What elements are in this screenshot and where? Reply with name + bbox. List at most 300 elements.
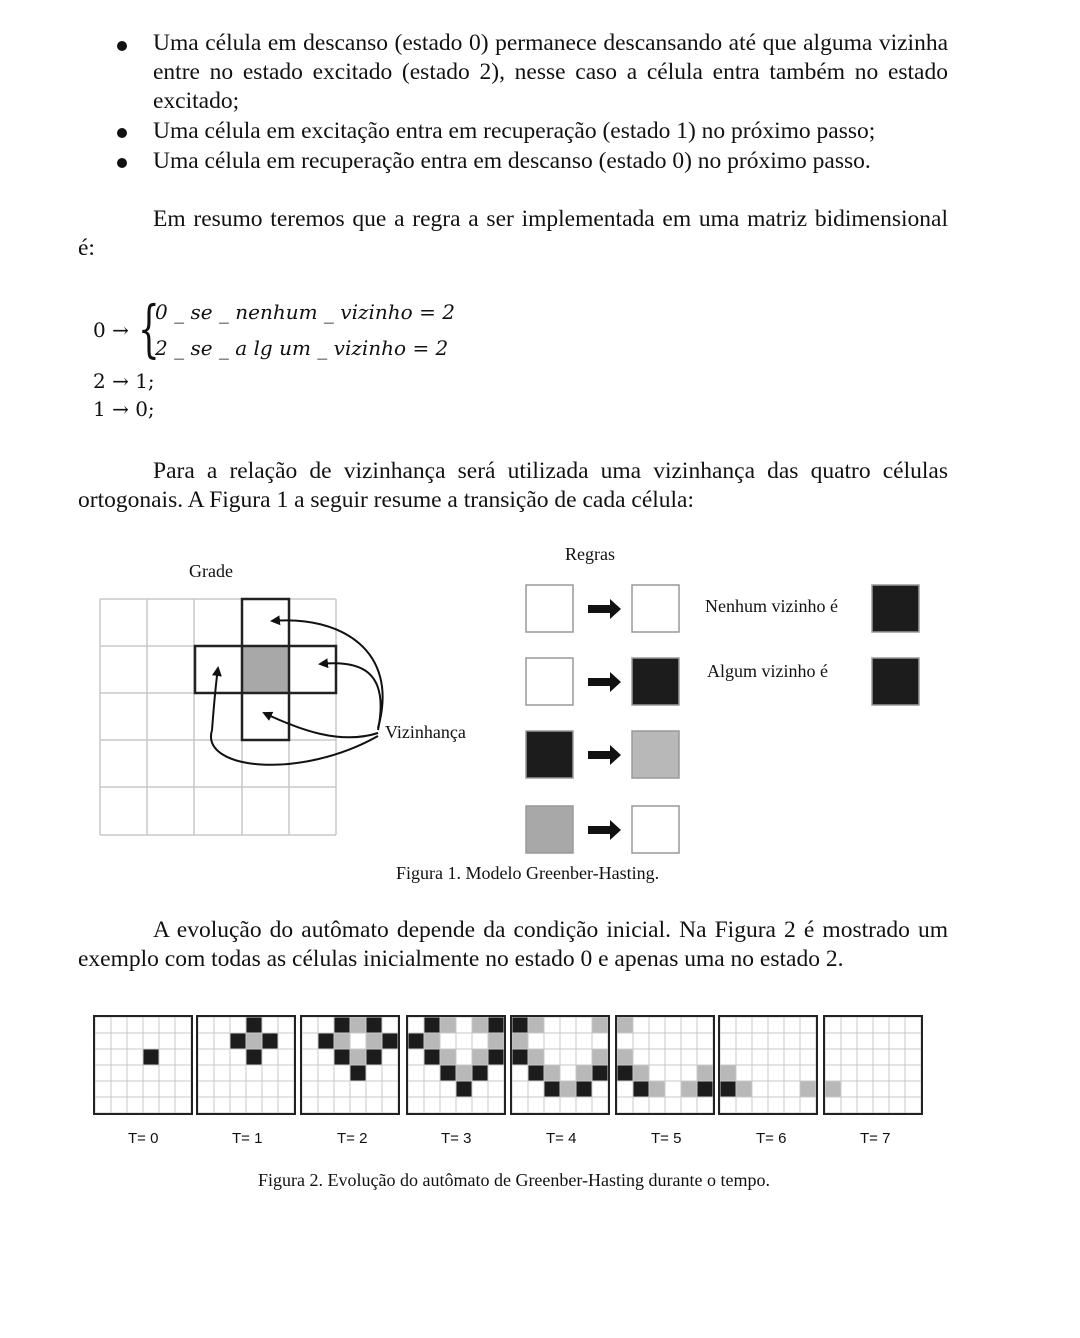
automaton-cell (665, 1049, 681, 1065)
automaton-cell (214, 1081, 230, 1097)
automaton-cell (472, 1097, 488, 1113)
automaton-cell (857, 1097, 873, 1113)
automaton-cell (576, 1097, 592, 1113)
automaton-cell (198, 1033, 214, 1049)
automaton-cell (681, 1049, 697, 1065)
automaton-cell (488, 1033, 504, 1049)
automaton-cell (681, 1081, 697, 1097)
automaton-cell (143, 1065, 159, 1081)
automaton-cell (592, 1049, 608, 1065)
automaton-cell (800, 1033, 816, 1049)
automaton-cell (382, 1033, 398, 1049)
automaton-cell (697, 1049, 713, 1065)
automaton-cell (424, 1081, 440, 1097)
automaton-frame (719, 1016, 817, 1114)
automaton-cell (95, 1049, 111, 1065)
automaton-cell (198, 1097, 214, 1113)
automaton-cell (592, 1081, 608, 1097)
automaton-cell (633, 1033, 649, 1049)
automaton-frame (511, 1016, 609, 1114)
automaton-cell (544, 1097, 560, 1113)
automaton-cell (544, 1065, 560, 1081)
automaton-cell (159, 1017, 175, 1033)
automaton-cell (576, 1065, 592, 1081)
automaton-cell (889, 1033, 905, 1049)
automaton-cell (408, 1097, 424, 1113)
automaton-cell (800, 1017, 816, 1033)
automaton-cell (873, 1065, 889, 1081)
automaton-cell (456, 1065, 472, 1081)
automaton-cell (665, 1017, 681, 1033)
automaton-cell (366, 1081, 382, 1097)
automaton-cell (768, 1097, 784, 1113)
automaton-cell (424, 1049, 440, 1065)
automaton-cell (841, 1081, 857, 1097)
neighborhood-paragraph: Para a relação de vizinhança será utilizada uma vizinhança das quatro células ortogonais. A Figura 1 a seguir resume a transição de cada célula: (78, 458, 948, 513)
automaton-cell (143, 1017, 159, 1033)
automaton-cell (697, 1017, 713, 1033)
automaton-cell (560, 1097, 576, 1113)
automaton-cell (472, 1017, 488, 1033)
automaton-cell (752, 1081, 768, 1097)
automaton-cell (175, 1049, 191, 1065)
automaton-cell (800, 1065, 816, 1081)
automaton-cell (697, 1097, 713, 1113)
automaton-cell (649, 1049, 665, 1065)
automaton-cell (408, 1065, 424, 1081)
automaton-cell (665, 1081, 681, 1097)
automaton-cell (214, 1017, 230, 1033)
bullet-item: Uma célula em descanso (estado 0) permanece descansando até que alguma vizinha entre no estado excitado (estado 2), nesse caso a célula entra também no estado excitado; (153, 30, 948, 114)
automaton-cell (95, 1081, 111, 1097)
automaton-cell (784, 1097, 800, 1113)
automaton-cell (143, 1033, 159, 1049)
automaton-cell (649, 1033, 665, 1049)
automaton-cell (649, 1097, 665, 1113)
automaton-cell (825, 1065, 841, 1081)
automaton-cell (560, 1033, 576, 1049)
automaton-cell (633, 1081, 649, 1097)
time-label: T= 3 (441, 1130, 472, 1147)
automaton-cell (825, 1097, 841, 1113)
figure2-caption: Figura 2. Evolução do autômato de Greenber-Hasting durante o tempo. (258, 1170, 770, 1190)
automaton-cell (198, 1065, 214, 1081)
automaton-cell (159, 1065, 175, 1081)
automaton-cell (111, 1049, 127, 1065)
automaton-cell (278, 1065, 294, 1081)
automaton-cell (768, 1049, 784, 1065)
automaton-frame (616, 1016, 714, 1114)
automaton-cell (111, 1033, 127, 1049)
automaton-cell (905, 1097, 921, 1113)
automaton-cell (752, 1065, 768, 1081)
automaton-cell (633, 1065, 649, 1081)
automaton-cell (278, 1033, 294, 1049)
automaton-cell (334, 1017, 350, 1033)
automaton-cell (617, 1065, 633, 1081)
automaton-cell (528, 1081, 544, 1097)
automaton-cell (302, 1049, 318, 1065)
automaton-cell (278, 1017, 294, 1033)
automaton-frame (824, 1016, 922, 1114)
automaton-cell (488, 1065, 504, 1081)
automaton-cell (175, 1033, 191, 1049)
automaton-cell (382, 1049, 398, 1065)
automaton-cell (318, 1033, 334, 1049)
automaton-cell (127, 1017, 143, 1033)
automaton-cell (768, 1065, 784, 1081)
automaton-cell (905, 1017, 921, 1033)
automaton-cell (350, 1065, 366, 1081)
automaton-cell (825, 1049, 841, 1065)
bullet-item: Uma célula em recuperação entra em descanso (estado 0) no próximo passo. (153, 148, 871, 174)
automaton-cell (366, 1017, 382, 1033)
automaton-cell (366, 1065, 382, 1081)
automaton-cell (873, 1033, 889, 1049)
automaton-cell (576, 1049, 592, 1065)
automaton-cell (752, 1017, 768, 1033)
automaton-cell (159, 1049, 175, 1065)
automaton-cell (318, 1097, 334, 1113)
rule-case-2: 2 _ se _ a lg um _ vizinho = 2 (155, 336, 449, 360)
automaton-cell (214, 1049, 230, 1065)
automaton-cell (350, 1049, 366, 1065)
summary-paragraph: Em resumo teremos que a regra a ser implementada em uma matriz bidimensional é: (78, 206, 948, 261)
automaton-cell (262, 1033, 278, 1049)
automaton-cell (649, 1081, 665, 1097)
automaton-cell (528, 1065, 544, 1081)
automaton-cell (214, 1065, 230, 1081)
automaton-cell (111, 1065, 127, 1081)
automaton-cell (302, 1065, 318, 1081)
automaton-cell (424, 1097, 440, 1113)
automaton-cell (214, 1033, 230, 1049)
automaton-cell (318, 1049, 334, 1065)
automaton-cell (617, 1049, 633, 1065)
automaton-cell (334, 1049, 350, 1065)
automaton-cell (720, 1097, 736, 1113)
automaton-cell (768, 1017, 784, 1033)
automaton-cell (95, 1097, 111, 1113)
automaton-cell (408, 1049, 424, 1065)
automaton-cell (528, 1033, 544, 1049)
automaton-cell (214, 1097, 230, 1113)
automaton-cell (857, 1033, 873, 1049)
automaton-cell (633, 1017, 649, 1033)
automaton-cell (736, 1049, 752, 1065)
automaton-cell (262, 1017, 278, 1033)
automaton-cell (617, 1081, 633, 1097)
automaton-cell (246, 1049, 262, 1065)
automaton-cell (350, 1097, 366, 1113)
time-label: T= 4 (546, 1130, 577, 1147)
automaton-cell (720, 1017, 736, 1033)
automaton-cell (408, 1033, 424, 1049)
automaton-cell (424, 1017, 440, 1033)
automaton-cell (697, 1033, 713, 1049)
automaton-cell (512, 1049, 528, 1065)
automaton-cell (230, 1065, 246, 1081)
automaton-cell (697, 1065, 713, 1081)
automaton-cell (512, 1081, 528, 1097)
automaton-cell (841, 1097, 857, 1113)
automaton-cell (633, 1049, 649, 1065)
automaton-cell (143, 1081, 159, 1097)
automaton-cell (720, 1049, 736, 1065)
automaton-cell (408, 1017, 424, 1033)
automaton-cell (857, 1049, 873, 1065)
automaton-cell (905, 1049, 921, 1065)
time-label: T= 7 (860, 1130, 891, 1147)
automaton-cell (873, 1097, 889, 1113)
automaton-cell (752, 1097, 768, 1113)
automaton-cell (841, 1065, 857, 1081)
bullet-item: Uma célula em excitação entra em recuperação (estado 1) no próximo passo; (153, 118, 876, 144)
cases-brace: { (138, 292, 160, 365)
time-label: T= 5 (651, 1130, 682, 1147)
automaton-cell (512, 1065, 528, 1081)
automaton-cell (488, 1017, 504, 1033)
time-label: T= 6 (756, 1130, 787, 1147)
automaton-cell (825, 1081, 841, 1097)
automaton-cell (488, 1097, 504, 1113)
automaton-cell (350, 1081, 366, 1097)
automaton-cell (784, 1081, 800, 1097)
automaton-cell (825, 1033, 841, 1049)
automaton-cell (905, 1065, 921, 1081)
automaton-cell (544, 1017, 560, 1033)
automaton-cell (159, 1097, 175, 1113)
automaton-cell (302, 1017, 318, 1033)
automaton-cell (617, 1033, 633, 1049)
automaton-frame (407, 1016, 505, 1114)
grade-label: Grade (189, 561, 233, 581)
automaton-cell (472, 1065, 488, 1081)
automaton-cell (278, 1097, 294, 1113)
automaton-cell (278, 1049, 294, 1065)
rule-case-1: 0 _ se _ nenhum _ vizinho = 2 (155, 300, 455, 324)
rule-line-2: 2 → 1; (93, 369, 155, 393)
automaton-cell (175, 1097, 191, 1113)
automaton-cell (111, 1081, 127, 1097)
neighborhood-label: Vizinhança (385, 722, 466, 742)
automaton-cell (440, 1097, 456, 1113)
automaton-cell (665, 1033, 681, 1049)
automaton-cell (334, 1033, 350, 1049)
automaton-frame (94, 1016, 192, 1114)
figure1-caption: Figura 1. Modelo Greenber-Hasting. (396, 863, 660, 883)
automaton-cell (472, 1033, 488, 1049)
automaton-cell (382, 1097, 398, 1113)
automaton-cell (198, 1049, 214, 1065)
automaton-cell (246, 1081, 262, 1097)
automaton-cell (592, 1033, 608, 1049)
automaton-cell (800, 1097, 816, 1113)
automaton-cell (440, 1049, 456, 1065)
automaton-cell (246, 1017, 262, 1033)
automaton-cell (681, 1017, 697, 1033)
automaton-cell (736, 1097, 752, 1113)
automaton-cell (127, 1049, 143, 1065)
automaton-cell (576, 1017, 592, 1033)
automaton-cell (95, 1017, 111, 1033)
automaton-cell (440, 1017, 456, 1033)
rule-lhs: 0 → (93, 318, 129, 342)
automaton-cell (857, 1065, 873, 1081)
automaton-cell (649, 1017, 665, 1033)
automaton-cell (302, 1081, 318, 1097)
automaton-cell (560, 1049, 576, 1065)
automaton-cell (681, 1065, 697, 1081)
automaton-cell (873, 1049, 889, 1065)
automaton-cell (456, 1081, 472, 1097)
automaton-cell (127, 1033, 143, 1049)
automaton-cell (905, 1033, 921, 1049)
automaton-cell (544, 1081, 560, 1097)
automaton-cell (905, 1081, 921, 1097)
automaton-cell (857, 1081, 873, 1097)
automaton-cell (841, 1017, 857, 1033)
automaton-cell (175, 1017, 191, 1033)
automaton-cell (720, 1033, 736, 1049)
automaton-cell (889, 1049, 905, 1065)
automaton-cell (408, 1081, 424, 1097)
automaton-cell (230, 1049, 246, 1065)
automaton-cell (366, 1033, 382, 1049)
automaton-cell (665, 1097, 681, 1113)
automaton-cell (230, 1097, 246, 1113)
automaton-cell (440, 1065, 456, 1081)
automaton-cell (512, 1033, 528, 1049)
automaton-cell (456, 1033, 472, 1049)
automaton-cell (318, 1017, 334, 1033)
automaton-cell (592, 1017, 608, 1033)
automaton-cell (127, 1081, 143, 1097)
automaton-cell (784, 1033, 800, 1049)
rules-label: Regras (565, 544, 615, 564)
automaton-cell (633, 1097, 649, 1113)
automaton-cell (800, 1049, 816, 1065)
automaton-cell (302, 1097, 318, 1113)
automaton-cell (456, 1097, 472, 1113)
automaton-cell (488, 1049, 504, 1065)
automaton-cell (889, 1017, 905, 1033)
automaton-cell (262, 1081, 278, 1097)
automaton-cell (665, 1065, 681, 1081)
automaton-cell (366, 1049, 382, 1065)
automaton-cell (576, 1033, 592, 1049)
automaton-cell (95, 1033, 111, 1049)
automaton-cell (889, 1097, 905, 1113)
automaton-cell (768, 1081, 784, 1097)
automaton-cell (382, 1065, 398, 1081)
automaton-cell (262, 1065, 278, 1081)
automaton-cell (302, 1033, 318, 1049)
automaton-cell (528, 1017, 544, 1033)
automaton-cell (560, 1017, 576, 1033)
automaton-cell (111, 1097, 127, 1113)
automaton-cell (544, 1033, 560, 1049)
automaton-cell (440, 1033, 456, 1049)
automaton-cell (592, 1065, 608, 1081)
automaton-cell (841, 1049, 857, 1065)
automaton-cell (159, 1033, 175, 1049)
automaton-cell (472, 1081, 488, 1097)
automaton-cell (560, 1081, 576, 1097)
automaton-cell (576, 1081, 592, 1097)
automaton-cell (456, 1049, 472, 1065)
automaton-cell (617, 1017, 633, 1033)
automaton-cell (752, 1033, 768, 1049)
rule-line-3: 1 → 0; (93, 397, 155, 421)
automaton-cell (334, 1081, 350, 1097)
automaton-cell (841, 1033, 857, 1049)
automaton-cell (424, 1033, 440, 1049)
automaton-cell (111, 1017, 127, 1033)
automaton-cell (198, 1017, 214, 1033)
automaton-cell (512, 1017, 528, 1033)
automaton-frame (301, 1016, 399, 1114)
automaton-cell (873, 1081, 889, 1097)
automaton-cell (318, 1081, 334, 1097)
automaton-cell (528, 1097, 544, 1113)
automaton-cell (857, 1017, 873, 1033)
automaton-cell (230, 1033, 246, 1049)
automaton-cell (230, 1017, 246, 1033)
automaton-cell (736, 1033, 752, 1049)
automaton-cell (159, 1081, 175, 1097)
automaton-cell (544, 1049, 560, 1065)
automaton-cell (350, 1033, 366, 1049)
automaton-cell (617, 1097, 633, 1113)
automaton-cell (143, 1049, 159, 1065)
automaton-cell (366, 1097, 382, 1113)
automaton-cell (784, 1065, 800, 1081)
automaton-cell (528, 1049, 544, 1065)
automaton-cell (143, 1097, 159, 1113)
automaton-cell (681, 1097, 697, 1113)
evolution-paragraph: A evolução do autômato depende da condição inicial. Na Figura 2 é mostrado um exemplo com todas as células inicialmente no estado 0 e apenas uma no estado 2. (78, 917, 948, 972)
time-label: T= 1 (232, 1130, 263, 1147)
automaton-cell (246, 1033, 262, 1049)
automaton-cell (736, 1081, 752, 1097)
automaton-cell (95, 1065, 111, 1081)
automaton-cell (350, 1017, 366, 1033)
automaton-cell (720, 1065, 736, 1081)
automaton-cell (456, 1017, 472, 1033)
automaton-cell (278, 1081, 294, 1097)
automaton-cell (262, 1049, 278, 1065)
automaton-cell (334, 1065, 350, 1081)
automaton-cell (512, 1097, 528, 1113)
automaton-cell (175, 1081, 191, 1097)
automaton-cell (127, 1097, 143, 1113)
automaton-cell (262, 1097, 278, 1113)
automaton-cell (825, 1017, 841, 1033)
automaton-frame (197, 1016, 295, 1114)
automaton-cell (424, 1065, 440, 1081)
automaton-cell (334, 1097, 350, 1113)
automaton-cell (230, 1081, 246, 1097)
automaton-cell (889, 1081, 905, 1097)
automaton-cell (768, 1033, 784, 1049)
automaton-cell (382, 1081, 398, 1097)
automaton-cell (873, 1017, 889, 1033)
automaton-cell (472, 1049, 488, 1065)
automaton-cell (697, 1081, 713, 1097)
automaton-cell (127, 1065, 143, 1081)
automaton-cell (318, 1065, 334, 1081)
